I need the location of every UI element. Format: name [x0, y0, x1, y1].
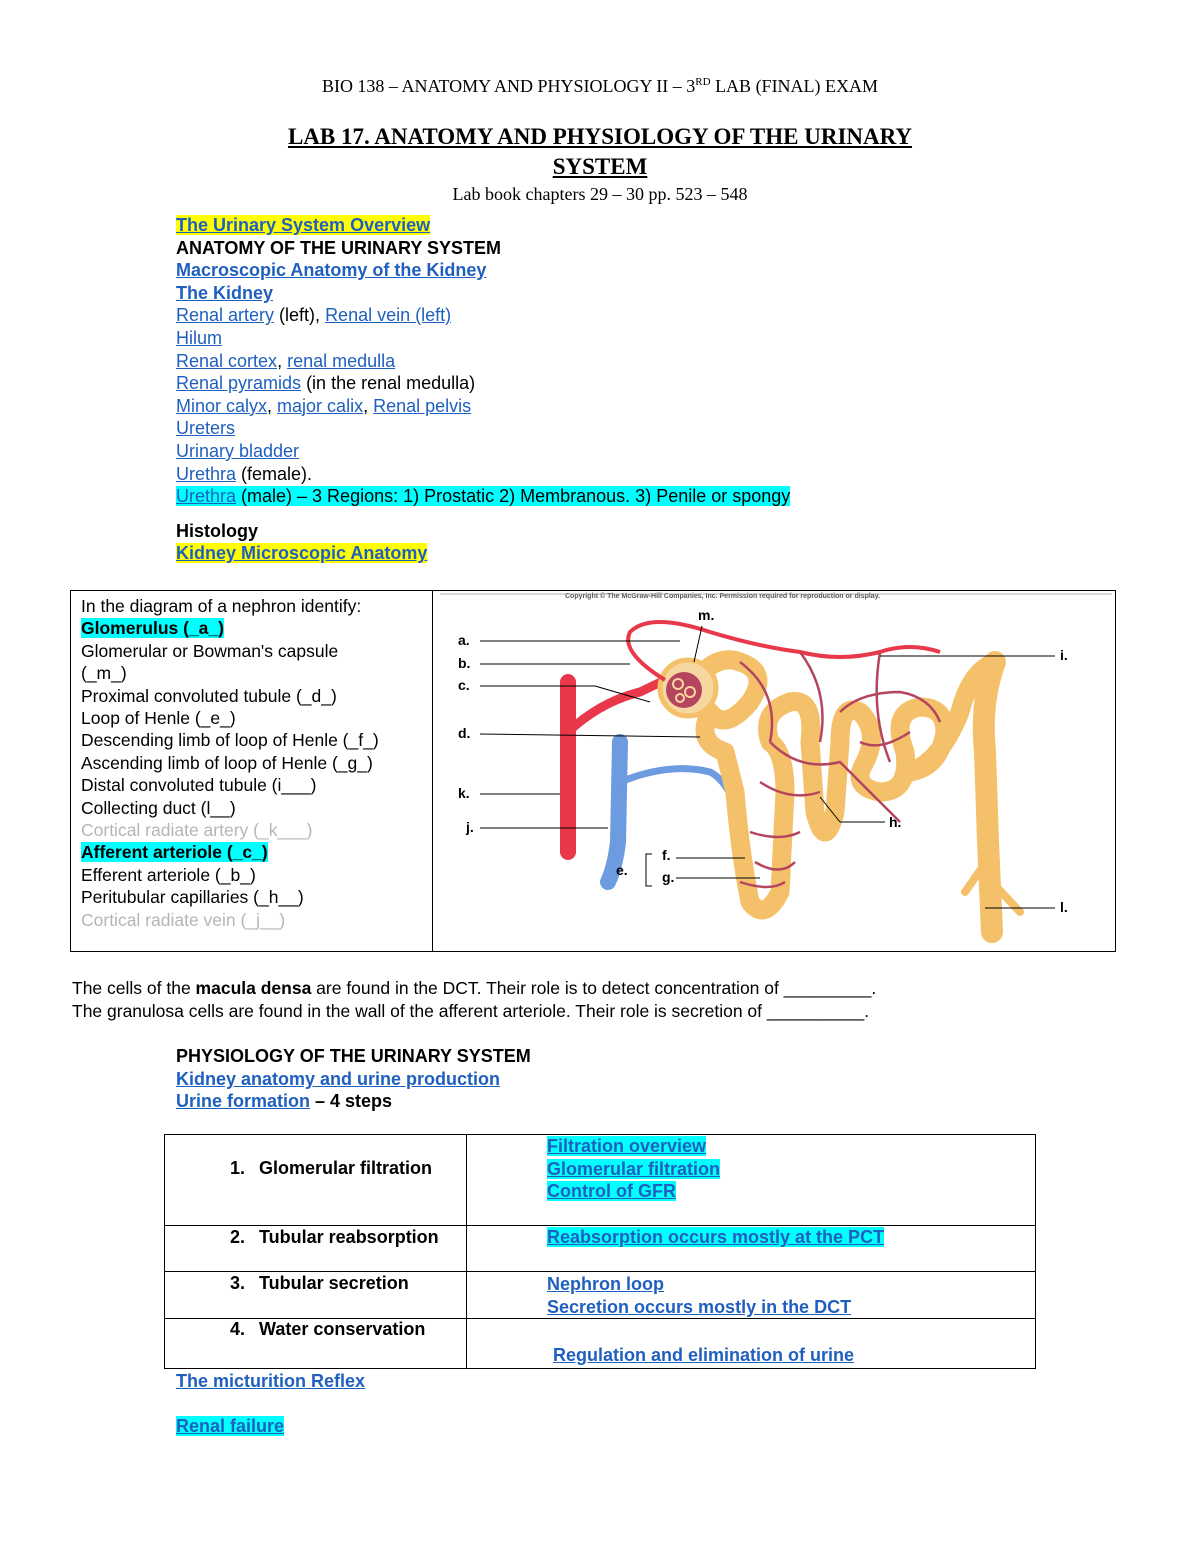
- nephron-identify-list: In the diagram of a nephron identify: Glomerulus (_a_) Glomerular or Bowman's capsule (_m_) Proximal convoluted tubule (_d_) Loop of Henle (_e_) Descending limb of loop of Henle (_f_) Ascending limb of loop of Henle (_g_) Distal convoluted tubule (i___) Collecting duct (l__) Cortical radiate artery (_k___) Afferent arteriole (_c_) Efferent arteriole (_b_) Peritubular capillaries (_h__) Cortical radiate vein (_j__): [71, 591, 433, 951]
- glomerulus: [666, 672, 702, 708]
- link-macroscopic[interactable]: Macroscopic Anatomy of the Kidney: [176, 260, 487, 281]
- link-hilum[interactable]: Hilum: [176, 327, 223, 348]
- collecting-duct: [984, 662, 995, 932]
- link-renal-medulla[interactable]: renal medulla: [287, 350, 396, 371]
- link-micturition[interactable]: The micturition Reflex: [176, 1371, 366, 1391]
- label-k: k.: [458, 785, 470, 801]
- link-glomerular-filtration[interactable]: Glomerular filtration: [547, 1158, 721, 1179]
- granulosa-text: The granulosa cells are found in the wall of the afferent arteriole. Their role is secretion of __________.: [72, 1001, 870, 1021]
- label-j: j.: [466, 819, 474, 835]
- link-urethra-female[interactable]: Urethra: [176, 463, 237, 484]
- macula-densa-text: The cells of the macula densa are found in the DCT. Their role is to detect concentration of _________.: [72, 978, 877, 998]
- label-f: f.: [662, 847, 671, 863]
- physiology-list: PHYSIOLOGY OF THE URINARY SYSTEM Kidney anatomy and urine production Urine formation – 4 steps: [176, 1046, 531, 1112]
- link-major-calix[interactable]: major calix: [277, 395, 364, 416]
- link-renal-pelvis[interactable]: Renal pelvis: [373, 395, 472, 416]
- link-renal-pyramids[interactable]: Renal pyramids: [176, 373, 302, 394]
- label-g: g.: [662, 869, 675, 885]
- nephron-diagram: [440, 592, 1112, 948]
- link-kidney[interactable]: The Kidney: [176, 282, 274, 303]
- link-renal-artery[interactable]: Renal artery: [176, 305, 275, 326]
- bottom-links: [176, 1370, 365, 1437]
- link-renal-cortex[interactable]: Renal cortex: [176, 350, 278, 371]
- renal-tubule: [690, 660, 945, 910]
- label-b: b.: [458, 655, 471, 671]
- label-h: h.: [889, 814, 902, 830]
- link-regulation-urine[interactable]: Regulation and elimination of urine: [553, 1345, 855, 1366]
- glomerulus-item: Glomerulus (_a_): [81, 618, 224, 639]
- label-c: c.: [458, 677, 470, 693]
- urine-formation-table: [164, 1134, 1036, 1369]
- link-urinary-bladder[interactable]: Urinary bladder: [176, 440, 300, 461]
- book-reference: Lab book chapters 29 – 30 pp. 523 – 548: [452, 184, 748, 204]
- page-title: LAB 17. ANATOMY AND PHYSIOLOGY OF THE URINARY SYSTEM: [287, 124, 913, 179]
- link-reabsorption-pct[interactable]: Reabsorption occurs mostly at the PCT: [547, 1227, 885, 1247]
- anatomy-heading: ANATOMY OF THE URINARY SYSTEM: [176, 237, 502, 258]
- label-m: m.: [698, 607, 715, 623]
- physiology-heading: PHYSIOLOGY OF THE URINARY SYSTEM: [176, 1046, 531, 1066]
- link-urethra-male[interactable]: Urethra: [176, 486, 237, 507]
- afferent-item: Afferent arteriole (_c_): [81, 842, 268, 863]
- table-row: 3. Tubular secretion Nephron loop Secretion occurs mostly in the DCT: [165, 1272, 1036, 1319]
- link-filtration-overview[interactable]: Filtration overview: [547, 1136, 707, 1156]
- leader-d: [480, 734, 700, 737]
- link-kidney-microscopic[interactable]: Kidney Microscopic Anatomy: [176, 543, 428, 564]
- link-renal-vein[interactable]: Renal vein (left): [325, 305, 452, 326]
- table-row: 2. Tubular reabsorption Reabsorption occurs mostly at the PCT: [165, 1226, 1036, 1272]
- link-renal-failure[interactable]: Renal failure: [176, 1415, 285, 1436]
- course-header: BIO 138 – ANATOMY AND PHYSIOLOGY II – 3RD LAB (FINAL) EXAM: [321, 76, 879, 96]
- link-overview[interactable]: The Urinary System Overview: [176, 215, 431, 235]
- link-secretion-dct[interactable]: Secretion occurs mostly in the DCT: [547, 1296, 852, 1317]
- diagram-copyright: Copyright © The McGraw-Hill Companies, Inc. Permission required for reproduction or display.: [565, 593, 881, 600]
- link-ureters[interactable]: Ureters: [176, 418, 236, 439]
- histology-heading: Histology: [176, 520, 259, 541]
- label-l: l.: [1060, 899, 1068, 915]
- table-row: 4. Water conservation Regulation and elimination of urine: [165, 1319, 1036, 1369]
- afferent-arteriole: [568, 680, 665, 732]
- link-control-gfr[interactable]: Control of GFR: [547, 1181, 676, 1202]
- leader-m: [694, 626, 702, 662]
- bracket-e: [646, 854, 652, 886]
- link-nephron-loop[interactable]: Nephron loop: [547, 1274, 664, 1294]
- link-kidney-urine[interactable]: Kidney anatomy and urine production: [176, 1068, 501, 1089]
- link-minor-calyx[interactable]: Minor calyx: [176, 395, 268, 416]
- anatomy-list: The Urinary System Overview ANATOMY OF THE URINARY SYSTEM Macroscopic Anatomy of the Kidney The Kidney Renal artery (left), Renal vein (left) Hilum Renal cortex, renal medulla Renal pyramids (in the renal medulla) Minor calyx, major calix, Renal pelvis Ureters Urinary bladder Urethra (female). Urethra (male) – 3 Regions: 1) Prostatic 2) Membranous. 3) Penile or spongy Histology Kidney Microscopic Anatomy: [176, 215, 791, 564]
- cortical-radiate-vein: [608, 742, 620, 882]
- label-a: a.: [458, 632, 470, 648]
- label-i: i.: [1060, 647, 1068, 663]
- label-e: e.: [616, 862, 628, 878]
- label-d: d.: [458, 725, 471, 741]
- table-row: 1. Glomerular filtration Filtration overview Glomerular filtration Control of GFR: [165, 1135, 1036, 1226]
- link-urine-formation[interactable]: Urine formation: [176, 1091, 311, 1112]
